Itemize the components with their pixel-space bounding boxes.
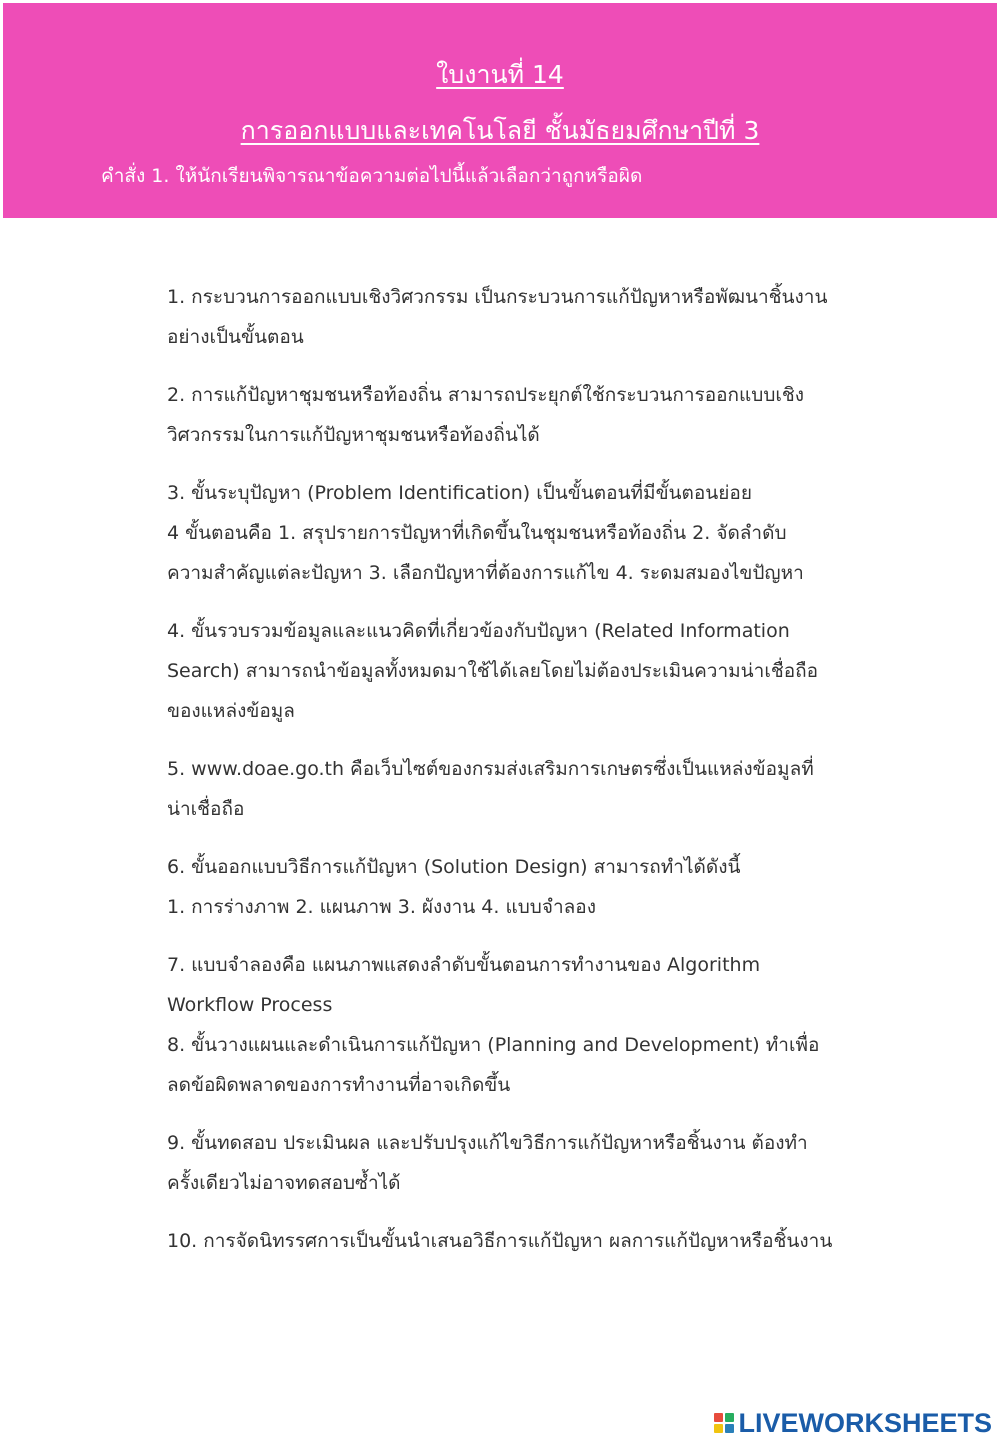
logo-text: LIVEWORKSHEETS xyxy=(738,1407,992,1438)
instruction-text: คำสั่ง 1. ให้นักเรียนพิจารณาข้อความต่อไปนี้แล้วเลือกว่าถูกหรือผิด xyxy=(101,165,643,187)
worksheet-header xyxy=(3,3,997,218)
logo-grid-icon xyxy=(714,1413,734,1433)
statement-9: 9. ขั้นทดสอบ ประเมินผล และปรับปรุงแก้ไขวิธีการแก้ปัญหาหรือชิ้นงาน ต้องทำ ครั้งเดียวไม่อาจทดสอบซ้ำได้ xyxy=(167,1132,808,1194)
statement-8: 8. ขั้นวางแผนและดำเนินการแก้ปัญหา (Planning and Development) ทำเพื่อ ลดข้อผิดพลาดของการทำงานที่อาจเกิดขึ้น xyxy=(167,1034,820,1096)
worksheet-subject: การออกแบบและเทคโนโลยี ชั้นมัธยมศึกษาปีที่ 3 xyxy=(240,116,760,145)
statement-3: 3. ขั้นระบุปัญหา (Problem Identification) เป็นขั้นตอนที่มีขั้นตอนย่อย 4 ขั้นตอนคือ 1. สรุปรายการปัญหาที่เกิดขึ้นในชุมชนหรือท้องถิ่น 2. จัดลำดับ ความสำคัญแต่ละปัญหา 3. เลือกปัญหาที่ต้องการแก้ไข 4. ระดมสมองไขปัญหา xyxy=(167,482,804,584)
logo-square-green xyxy=(725,1413,734,1422)
statement-7: 7. แบบจำลองคือ แผนภาพแสดงลำดับขั้นตอนการทำงานของ Algorithm Workflow Process xyxy=(167,954,761,1016)
logo-square-blue xyxy=(725,1424,734,1433)
logo-square-red xyxy=(714,1413,723,1422)
liveworksheets-logo[interactable] xyxy=(714,1409,992,1437)
logo-square-yellow xyxy=(714,1424,723,1433)
statement-4: 4. ขั้นรวบรวมข้อมูลและแนวคิดที่เกี่ยวข้องกับปัญหา (Related Information Search) สามารถนำข้อมูลทั้งหมดมาใช้ได้เลยโดยไม่ต้องประเมินความน่าเชื่อถือ ของแหล่งข้อมูล xyxy=(167,620,819,722)
statement-2: 2. การแก้ปัญหาชุมชนหรือท้องถิ่น สามารถประยุกต์ใช้กระบวนการออกแบบเชิง วิศวกรรมในการแก้ปัญหาชุมชนหรือท้องถิ่นได้ xyxy=(167,384,805,446)
statement-list xyxy=(167,277,917,1261)
worksheet-title: ใบงานที่ 14 xyxy=(436,60,564,89)
statement-6: 6. ขั้นออกแบบวิธีการแก้ปัญหา (Solution Design) สามารถทำได้ดังนี้ 1. การร่างภาพ 2. แผนภาพ 3. ผังงาน 4. แบบจำลอง xyxy=(167,856,741,918)
statement-5: 5. www.doae.go.th คือเว็บไซต์ของกรมส่งเสริมการเกษตรซึ่งเป็นแหล่งข้อมูลที่ น่าเชื่อถือ xyxy=(167,758,814,820)
statement-1: 1. กระบวนการออกแบบเชิงวิศวกรรม เป็นกระบวนการแก้ปัญหาหรือพัฒนาชิ้นงาน อย่างเป็นขั้นตอน xyxy=(167,286,828,348)
statement-10: 10. การจัดนิทรรศการเป็นขั้นนำเสนอวิธีการแก้ปัญหา ผลการแก้ปัญหาหรือชิ้นงาน xyxy=(167,1230,833,1252)
